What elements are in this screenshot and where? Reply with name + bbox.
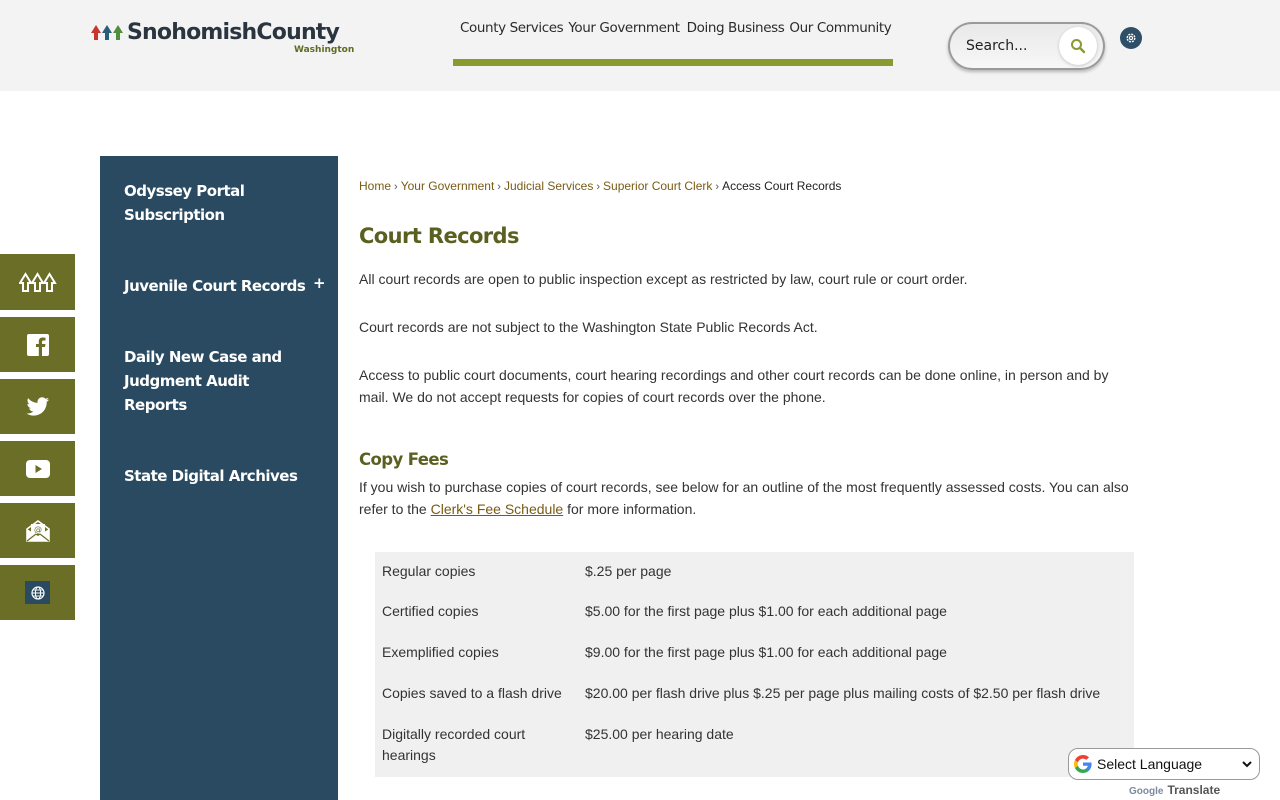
fee-label: Regular copies [382, 563, 476, 579]
translate-link[interactable] [0, 565, 75, 620]
breadcrumb-your-government[interactable]: Your Government [400, 179, 495, 193]
intro-paragraph-2: Court records are not subject to the Washington State Public Records Act. [359, 319, 818, 335]
gear-icon [1124, 31, 1138, 45]
twitter-link[interactable] [0, 379, 75, 434]
copy-fees-table [375, 552, 1134, 777]
globe-icon-box [25, 581, 50, 604]
sidebar-item-state-digital-archives[interactable]: State Digital Archives [124, 467, 298, 485]
search-button[interactable] [1059, 27, 1097, 65]
sidebar-item-juvenile-court-records[interactable]: Juvenile Court Records [124, 277, 306, 295]
logo-title: SnohomishCounty [127, 20, 340, 45]
fee-value: $20.00 per flash drive plus $.25 per page plus mailing costs of $2.50 per flash drive [585, 685, 1101, 701]
settings-button[interactable] [1120, 27, 1142, 49]
powered-by-google-translate[interactable] [1129, 783, 1220, 797]
fee-label: Certified copies [382, 603, 479, 619]
fee-label: Copies saved to a flash drive [382, 685, 562, 701]
breadcrumb-separator: › [715, 181, 720, 193]
globe-icon [31, 586, 45, 600]
site-header [0, 0, 1280, 91]
search-icon [1070, 38, 1086, 54]
fee-value: $.25 per page [585, 563, 672, 579]
social-home-link[interactable] [0, 254, 75, 310]
google-wordmark: Google [1129, 786, 1164, 797]
breadcrumb-home[interactable]: Home [359, 179, 392, 193]
fee-value: $5.00 for the first page plus $1.00 for each additional page [585, 603, 947, 619]
clerks-fee-schedule-link[interactable]: Clerk's Fee Schedule [430, 500, 564, 517]
breadcrumb-judicial-services[interactable]: Judicial Services [503, 179, 594, 193]
intro-paragraph-3: Access to public court documents, court hearing recordings and other court records can be done online, in person and by mail. We do not accept requests for copies of court records over the phone. [359, 367, 1109, 405]
copy-fees-heading: Copy Fees [359, 450, 449, 469]
logo-trees-icon [90, 23, 124, 41]
google-g-icon [1074, 755, 1092, 773]
search-box [948, 22, 1105, 70]
fee-label: Digitally recorded court hearings [382, 726, 526, 763]
page-title: Court Records [359, 224, 519, 248]
email-link[interactable] [0, 503, 75, 558]
translate-wordmark: Translate [1167, 783, 1221, 797]
nav-your-government[interactable]: Your Government [568, 20, 680, 36]
chevron-down-icon [1241, 758, 1253, 770]
main-navigation [453, 20, 893, 66]
nav-doing-business[interactable]: Doing Business [686, 20, 785, 36]
facebook-icon [27, 334, 49, 356]
nav-county-services[interactable]: County Services [460, 20, 564, 36]
breadcrumb-separator: › [596, 181, 601, 193]
fee-label: Exemplified copies [382, 644, 499, 660]
youtube-icon [26, 460, 50, 478]
expand-juvenile-court-records[interactable]: + [313, 274, 326, 292]
breadcrumb-separator: › [394, 181, 398, 193]
language-select[interactable] [1068, 748, 1260, 780]
copy-fees-intro-text: If you wish to purchase copies of court records, see below for an outline of the most frequently assessed costs. You can also refer to the [359, 479, 1129, 517]
social-rail [0, 254, 75, 627]
breadcrumb-separator: › [497, 181, 501, 193]
sidebar-item-odyssey-portal[interactable]: Odyssey Portal Subscription [124, 182, 245, 224]
breadcrumb [359, 179, 841, 193]
breadcrumb-current: Access Court Records [722, 179, 842, 193]
section-sidebar [100, 156, 338, 800]
svg-text:@: @ [33, 524, 42, 534]
fee-value: $9.00 for the first page plus $1.00 for each additional page [585, 644, 947, 660]
youtube-link[interactable] [0, 441, 75, 496]
logo-subtitle: Washington [294, 45, 355, 55]
language-select-label: Select Language [1097, 756, 1203, 772]
copy-fees-intro [359, 477, 1159, 520]
intro-paragraph-1: All court records are open to public inspection except as restricted by law, court rule or court order. [359, 271, 968, 287]
sidebar-item-daily-new-case-reports[interactable]: Daily New Case and Judgment Audit Reports [124, 348, 282, 414]
twitter-icon [26, 397, 50, 417]
search-input[interactable] [966, 36, 1056, 56]
facebook-link[interactable] [0, 317, 75, 372]
breadcrumb-superior-court-clerk[interactable]: Superior Court Clerk [603, 179, 713, 193]
fee-value: $25.00 per hearing date [585, 726, 734, 742]
copy-fees-intro-text-end: for more information. [563, 500, 697, 517]
county-trees-icon [19, 272, 57, 292]
email-icon [26, 520, 50, 542]
county-logo[interactable] [90, 20, 360, 60]
nav-accent-bar [453, 59, 893, 66]
nav-our-community[interactable]: Our Community [789, 20, 892, 36]
